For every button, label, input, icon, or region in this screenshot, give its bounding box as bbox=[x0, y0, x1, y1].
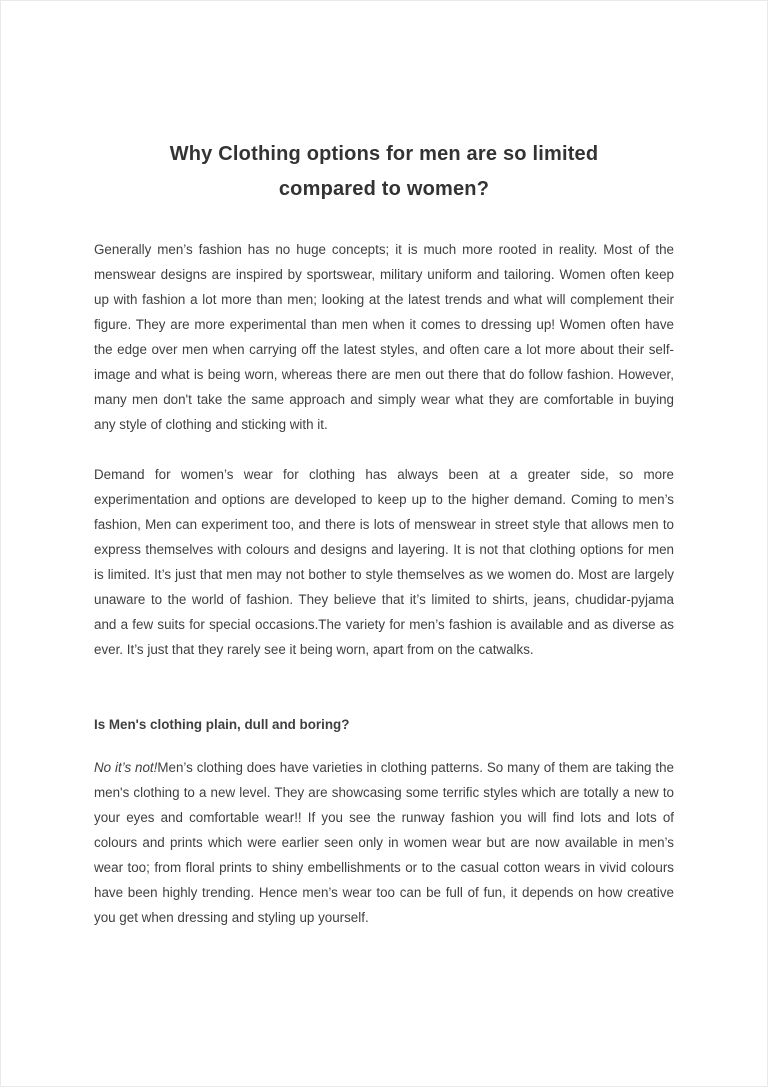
paragraph-3-italic-lead: No it’s not! bbox=[94, 760, 158, 775]
document-title: Why Clothing options for men are so limited compared to women? bbox=[169, 143, 599, 200]
paragraph-2: Demand for women’s wear for clothing has always been at a greater side, so more experimentation and options are developed to keep up to the higher demand. Coming to men’s fashion, Men can experiment too, and there is lots of menswear in street style that allows men to express themselves with colours and designs and layering. It is not that clothing options for men is limited. It’s just that men may not bother to style themselves as we women do. Most are largely unaware to the world of fashion. They believe that it’s limited to shirts, jeans, chudidar-pyjama and a few suits for special occasions.The variety for men’s fashion is available and as diverse as ever. It’s just that they rarely see it being worn, apart from on the catwalks. bbox=[94, 467, 674, 657]
paragraph-3-text: Men’s clothing does have varieties in clothing patterns. So many of them are taking the men's clothing to a new level. They are showcasing some terrific styles which are totally a new to your eyes and comfortable wear!! If you see the runway fashion you will find lots and lots of colours and prints which were earlier seen only in women wear but are now available in men’s wear too; from floral prints to shiny embellishments or to the casual cotton wears in vivid colours have been highly trending. Hence men’s wear too can be full of fun, it depends on how creative you get when dressing and styling up yourself. bbox=[94, 760, 674, 925]
paragraph-3 bbox=[94, 755, 674, 930]
section-heading: Is Men's clothing plain, dull and boring? bbox=[94, 717, 350, 732]
paragraph-1: Generally men’s fashion has no huge concepts; it is much more rooted in reality. Most of the menswear designs are inspired by sportswear, military uniform and tailoring. Women often keep up with fashion a lot more than men; looking at the latest trends and what will complement their figure. They are more experimental than men when it comes to dressing up! Women often have the edge over men when carrying off the latest styles, and often care a lot more about their self-image and what is being worn, whereas there are men out there that do follow fashion. However, many men don't take the same approach and simply wear what they are comfortable in buying any style of clothing and sticking with it. bbox=[94, 242, 674, 432]
